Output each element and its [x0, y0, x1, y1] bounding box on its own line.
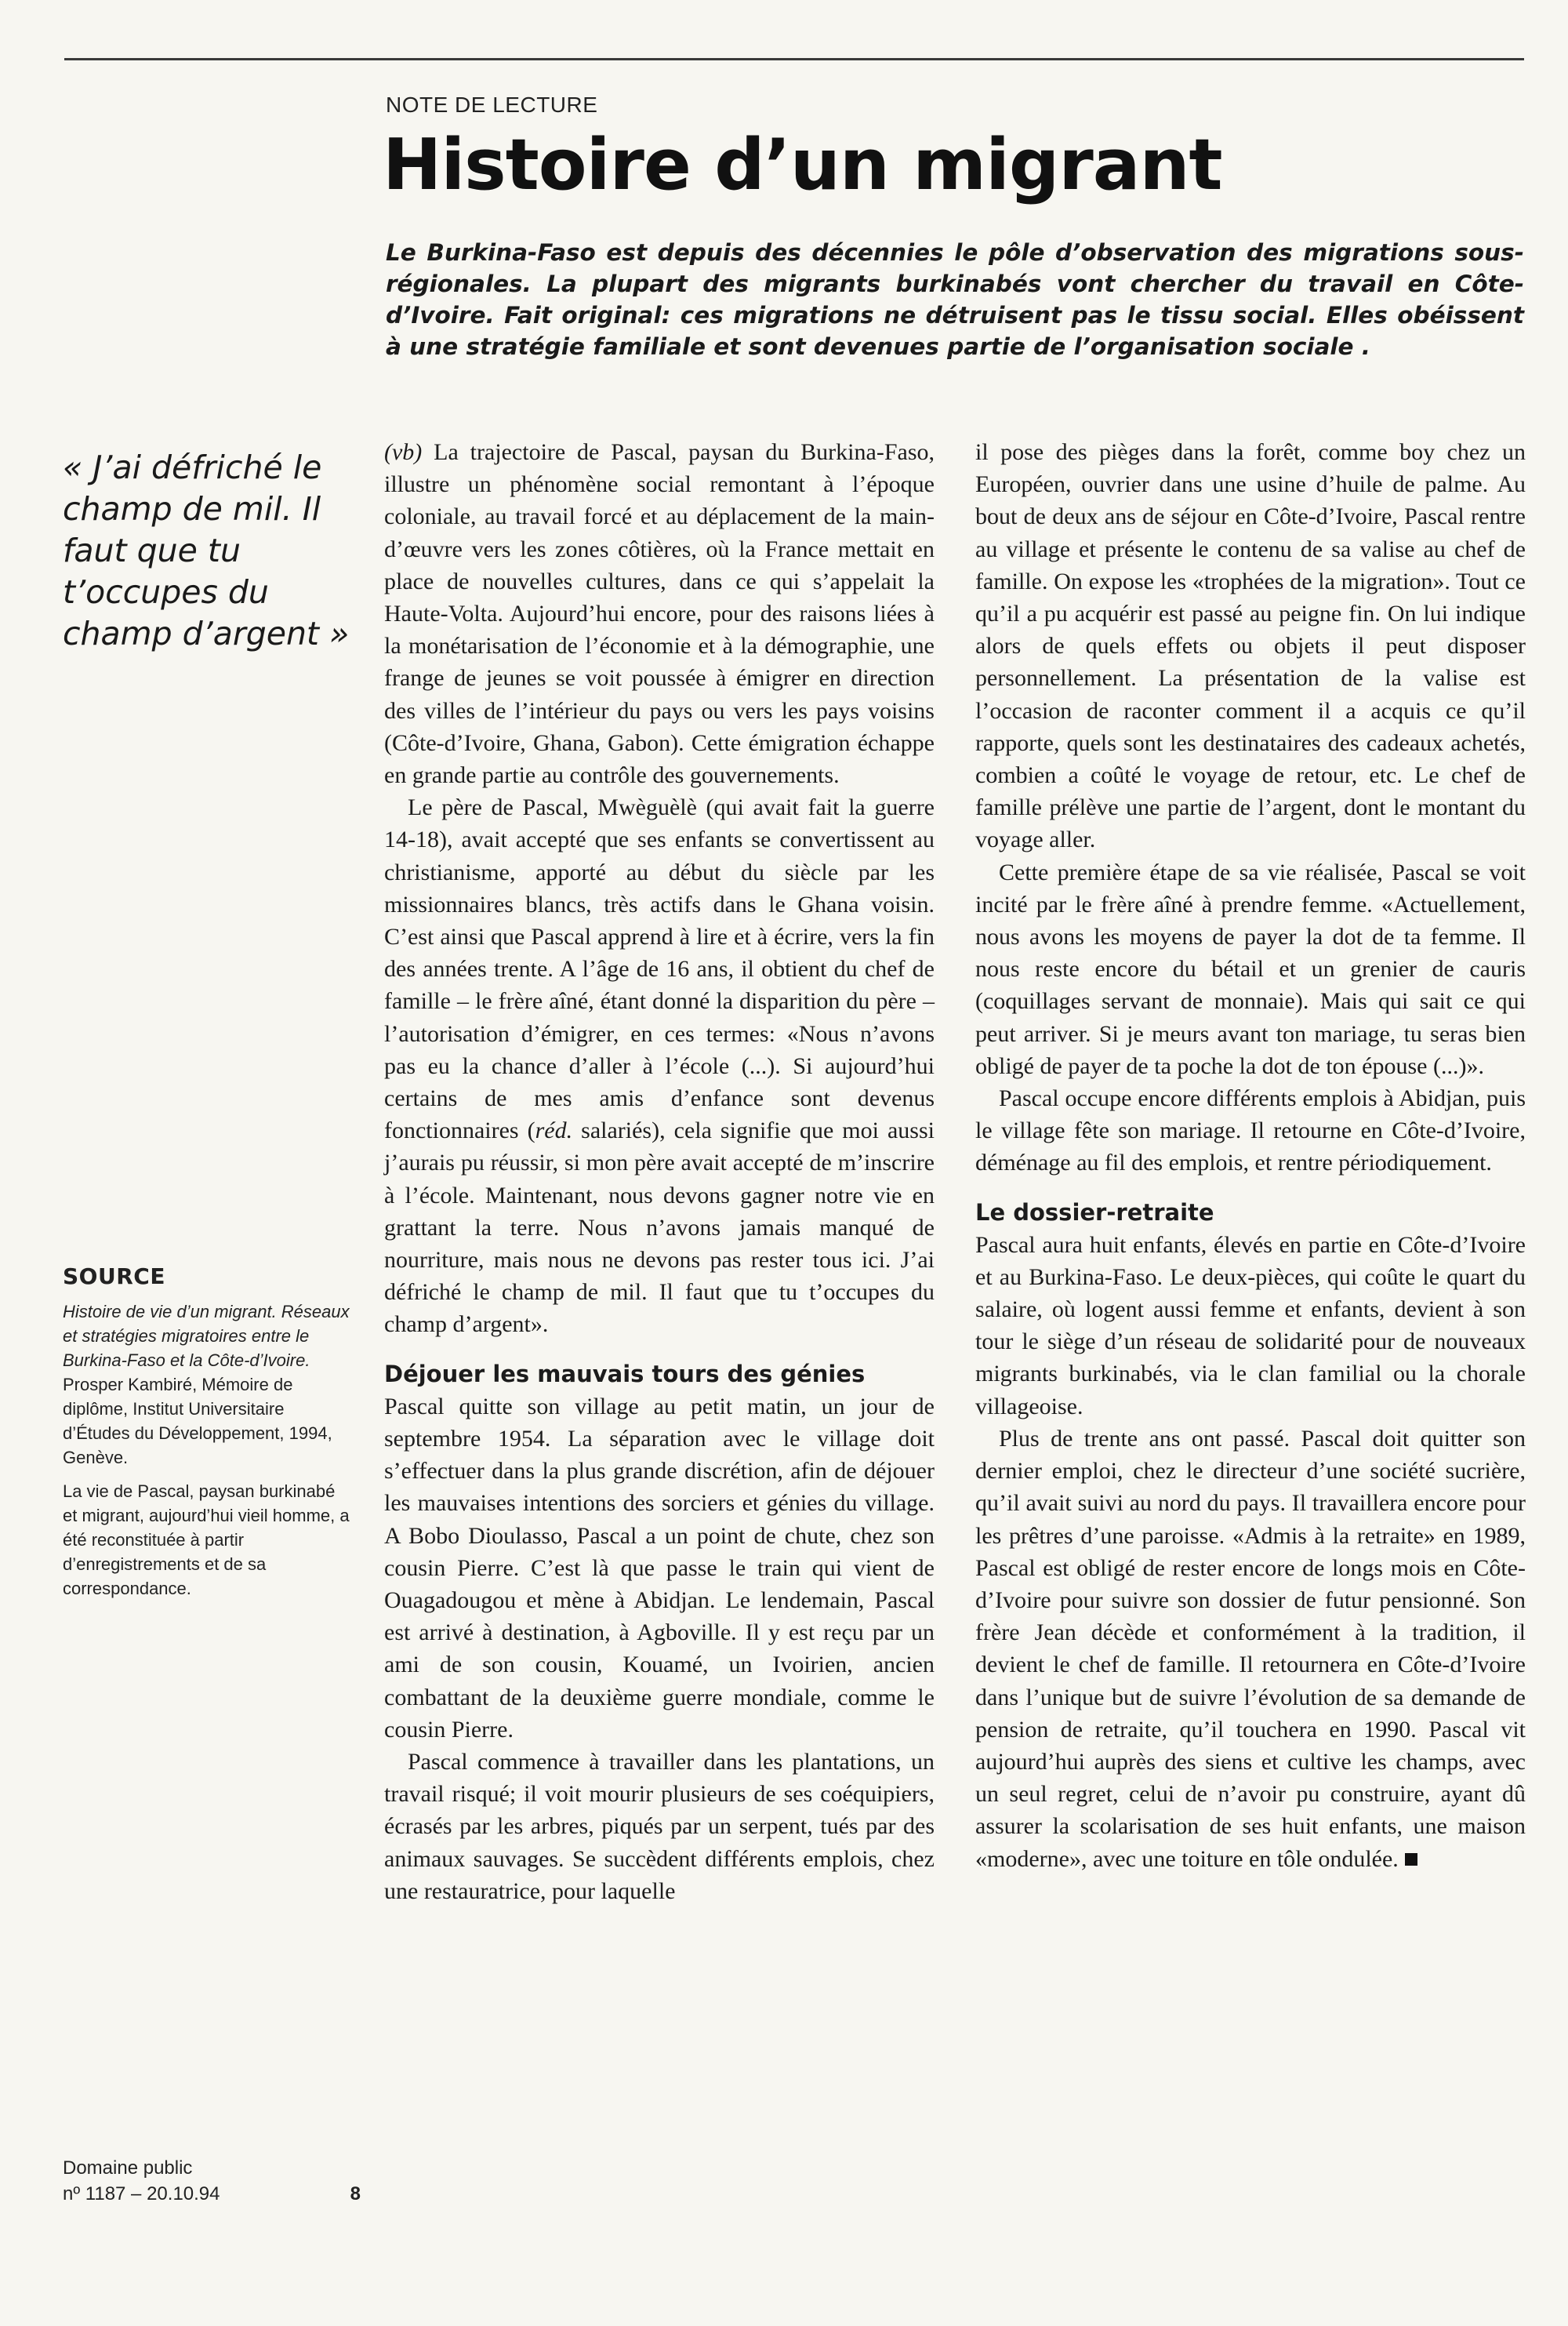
paragraph-text: La trajectoire de Pascal, paysan du Burkina-Faso, illustre un phénomène social remontant à l’époque coloniale, au travail forcé et au déplacement de la main-d’œuvre vers les zones côtières, où la France mettait en place de nouvelles cultures, dans ce qui s’appelait la Haute-Volta. Aujourd’hui encore, pour des raisons liées à la monétarisation de l’économie et à la démographie, une frange de jeunes se voit poussée à émigrer en direction des villes de l’intérieur du pays ou vers les pays voisins (Côte-d’Ivoire, Ghana, Gabon). Cette émigration échappe en grande partie au contrôle des gouvernements.: [384, 439, 935, 789]
paragraph: Pascal occupe encore différents emplois à Abidjan, puis le village fête son mariage. Il retourne en Côte-d’Ivoire, déménage au fil des emplois, et rentre périodiquement.: [975, 1085, 1526, 1176]
page-footer: [63, 2155, 361, 2207]
source-title: Histoire de vie d’un migrant. Réseaux et stratégies migratoires entre le Burkina-Faso et la Côte-d’Ivoire.: [63, 1302, 350, 1370]
editor-note: réd.: [535, 1118, 573, 1144]
article-title: Histoire d’un migrant: [383, 124, 1222, 206]
paragraph: Pascal aura huit enfants, élevés en partie en Côte-d’Ivoire et au Burkina-Faso. Le deux-pièces, qui coûte le quart du salaire, où logent aussi femme et enfants, devient à son tour le siège d’un réseau de solidarité pour de nouveaux migrants burkinabés, via le clan familial ou la chorale villageoise.: [975, 1231, 1526, 1419]
paragraph-text: Le père de Pascal, Mwèguèlè (qui avait fait la guerre 14-18), avait accepté que ses enfants se convertissent au christianisme, apporté au début du siècle par les missionnaires blancs, très actifs dans le Ghana voisin. C’est ainsi que Pascal apprend à lire et à écrire, vers la fin des années trente. A l’âge de 16 ans, il obtient du chef de famille – le frère aîné, étant donné la disparition du père – l’autorisation d’émigrer, en ces termes: «Nous n’avons pas eu la chance d’aller à l’école (...). Si aujourd’hui certains de mes amis d’enfance sont devenus fonctionnaires (: [384, 794, 935, 1144]
article-column-1: [384, 436, 935, 1907]
paragraph-text: salariés), cela signifie que moi aussi j’aurais pu réussir, si mon père avait accepté de m’inscrire à l’école. Maintenant, nous devons gagner notre vie en grattant la terre. Nous n’avons jamais manqué de nourriture, mais nous ne devons pas rester tous ici. J’ai défriché le champ de mil. Il faut que tu t’occupes du champ d’argent».: [384, 1118, 935, 1338]
pull-quote: « J’ai défriché le champ de mil. Il faut que tu t’occupes du champ d’argent »: [63, 449, 350, 652]
source-note: La vie de Pascal, paysan burkinabé et migrant, aujourd’hui vieil homme, a été reconstituée à partir d’enregistrements et de sa correspondance.: [63, 1481, 350, 1598]
subheading: Le dossier-retraite: [975, 1198, 1214, 1226]
publication-name: Domaine public: [63, 2157, 193, 2179]
end-mark: [1405, 1853, 1417, 1866]
paragraph: Pascal quitte son village au petit matin, un jour de septembre 1954. La séparation avec le village doit s’effectuer dans la plus grande discrétion, afin de déjouer les mauvaises intentions des sorciers et génies du village. A Bobo Dioulasso, Pascal a un point de chute, chez son cousin Pierre. C’est là que passe le train qui vient de Ouagadougou et mène à Abidjan. Le lendemain, Pascal est arrivé à destination, à Agboville. Il y est reçu par un ami de son cousin, Kouamé, un Ivoirien, ancien combattant de la deuxième guerre mondiale, comme le cousin Pierre.: [384, 1393, 935, 1743]
top-rule: [64, 58, 1524, 60]
article-lead: Le Burkina-Faso est depuis des décennies le pôle d’observation des migrations sous-régionales. La plupart des migrants burkinabés vont chercher du travail en Côte-d’Ivoire. Fait original: ces migrations ne détruisent pas le tissu social. Elles obéissent à une stratégie familiale et sont devenues partie de l’organisation sociale .: [386, 239, 1524, 360]
author-tag: (vb): [384, 439, 423, 465]
paragraph: [384, 436, 935, 791]
paragraph: [975, 1423, 1526, 1875]
paragraph: [384, 791, 935, 1340]
paragraph: Cette première étape de sa vie réalisée, Pascal se voit incité par le frère aîné à prendre femme. «Actuellement, nous avons les moyens de payer la dot de ta femme. Il nous reste encore du bétail et un grenier de cauris (coquillages servant de monnaie). Mais qui sait ce qui peut arriver. Si je meurs avant ton mariage, tu seras bien obligé de payer de ta poche la dot de ton épouse (...)».: [975, 859, 1526, 1079]
source-heading: SOURCE: [63, 1263, 165, 1289]
source-box: [63, 1264, 353, 1610]
article-column-2: [975, 436, 1526, 1875]
source-author: Prosper Kambiré, Mémoire de diplôme, Institut Universitaire d’Études du Développement, 1994, Genève.: [63, 1375, 332, 1467]
issue-date: nº 1187 – 20.10.94: [63, 2183, 220, 2204]
paragraph: Pascal commence à travailler dans les plantations, un travail risqué; il voit mourir plusieurs de ses coéquipiers, écrasés par les arbres, piqués par un serpent, tués par des animaux sauvages. Se succèdent différents emplois, chez une restauratrice, pour laquelle: [384, 1748, 935, 1904]
paragraph: il pose des pièges dans la forêt, comme boy chez un Européen, ouvrier dans une usine d’huile de palme. Au bout de deux ans de séjour en Côte-d’Ivoire, Pascal rentre au village et présente le contenu de sa valise au chef de famille. On expose les «trophées de la migration». Tout ce qu’il a pu acquérir est passé au peigne fin. On lui indique alors de quels effets ou objets il peut disposer personnellement. La présentation de la valise est l’occasion de raconter comment il a acquis ce qu’il rapporte, quels sont les destinataires des cadeaux achetés, combien a coûté le voyage de retour, etc. Le chef de famille prélève une partie de l’argent, dont le montant du voyage aller.: [975, 439, 1526, 853]
section-kicker: NOTE DE LECTURE: [386, 93, 598, 117]
subheading: Déjouer les mauvais tours des génies: [384, 1360, 866, 1387]
source-reference: [63, 1299, 353, 1470]
page-number: 8: [350, 2183, 361, 2204]
paragraph-text: Plus de trente ans ont passé. Pascal doit quitter son dernier emploi, chez le directeur d’une société sucrière, qu’il avait suivi au nord du pays. Il travaillera encore pour les prêtres d’une paroisse. «Admis à la retraite» en 1989, Pascal est obligé de rester encore de longs mois en Côte-d’Ivoire pour suivre son dossier de futur pensionné. Son frère Jean décède et conformément à la tradition, il devient le chef de famille. Il retournera en Côte-d’Ivoire dans l’unique but de suivre l’évolution de sa demande de pension de retraite, qu’il touchera en 1990. Pascal vit aujourd’hui auprès des siens et cultive les champs, avec un seul regret, celui de n’avoir pu construire, ayant dû assurer la scolarisation de ses huit enfants, une maison «moderne», avec une toiture en tôle ondulée.: [975, 1425, 1526, 1872]
